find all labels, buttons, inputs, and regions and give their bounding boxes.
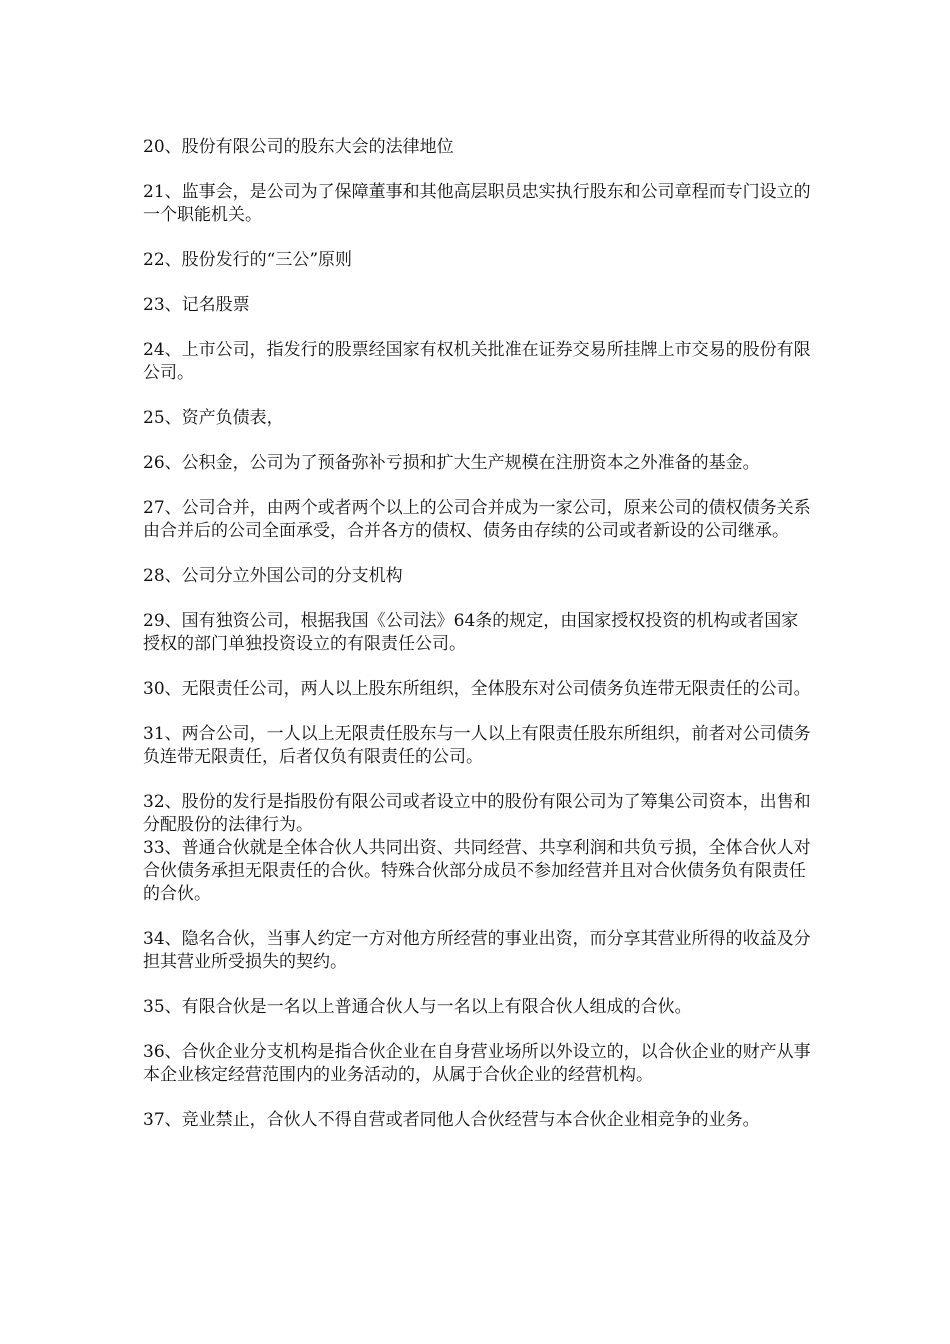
paragraph-28: 28、公司分立外国公司的分支机构 xyxy=(143,566,403,586)
paragraph-31: 31、两合公司，一人以上无限责任股东与一人以上有限责任股东所组织，前者对公司债务负连带无限责任，后者仅负有限责任的公司。 xyxy=(143,724,811,767)
paragraph-33: 33、普通合伙就是全体合伙人共同出资、共同经营、共享利润和共负亏损，全体合伙人对合伙债务承担无限责任的合伙。特殊合伙部分成员不参加经营并且对合伙债务负有限责任的合伙。 xyxy=(143,838,811,904)
paragraph-34: 34、隐名合伙，当事人约定一方对他方所经营的事业出资，而分享其营业所得的收益及分担其营业所受损失的契约。 xyxy=(143,929,811,972)
paragraph-24: 24、上市公司，指发行的股票经国家有权机关批准在证券交易所挂牌上市交易的股份有限公司。 xyxy=(143,340,811,383)
paragraph-20: 20、股份有限公司的股东大会的法律地位 xyxy=(143,137,454,157)
paragraph-21: 21、监事会，是公司为了保障董事和其他高层职员忠实执行股东和公司章程而专门设立的一个职能机关。 xyxy=(143,182,811,225)
paragraph-23: 23、记名股票 xyxy=(143,295,250,315)
paragraph-37: 37、竞业禁止，合伙人不得自营或者同他人合伙经营与本合伙企业相竞争的业务。 xyxy=(143,1110,760,1130)
paragraph-25: 25、资产负债表， xyxy=(143,408,284,428)
paragraph-27: 27、公司合并，由两个或者两个以上的公司合并成为一家公司，原来公司的债权债务关系由合并后的公司全面承受，合并各方的债权、债务由存续的公司或者新设的公司继承。 xyxy=(143,498,811,541)
paragraph-36: 36、合伙企业分支机构是指合伙企业在自身营业场所以外设立的，以合伙企业的财产从事本企业核定经营范围内的业务活动的，从属于合伙企业的经营机构。 xyxy=(143,1042,811,1085)
paragraph-26: 26、公积金，公司为了预备弥补亏损和扩大生产规模在注册资本之外准备的基金。 xyxy=(143,453,760,473)
paragraph-29: 29、国有独资公司，根据我国《公司法》64条的规定，由国家授权投资的机构或者国家授权的部门单独投资设立的有限责任公司。 xyxy=(143,611,799,654)
document-page xyxy=(143,136,813,1154)
paragraph-30: 30、无限责任公司，两人以上股东所组织，全体股东对公司债务负连带无限责任的公司。 xyxy=(143,679,811,699)
paragraph-22: 22、股份发行的“三公”原则 xyxy=(143,250,353,270)
paragraph-35: 35、有限合伙是一名以上普通合伙人与一名以上有限合伙人组成的合伙。 xyxy=(143,997,692,1017)
paragraph-32: 32、股份的发行是指股份有限公司或者设立中的股份有限公司为了筹集公司资本，出售和分配股份的法律行为。 xyxy=(143,792,811,835)
